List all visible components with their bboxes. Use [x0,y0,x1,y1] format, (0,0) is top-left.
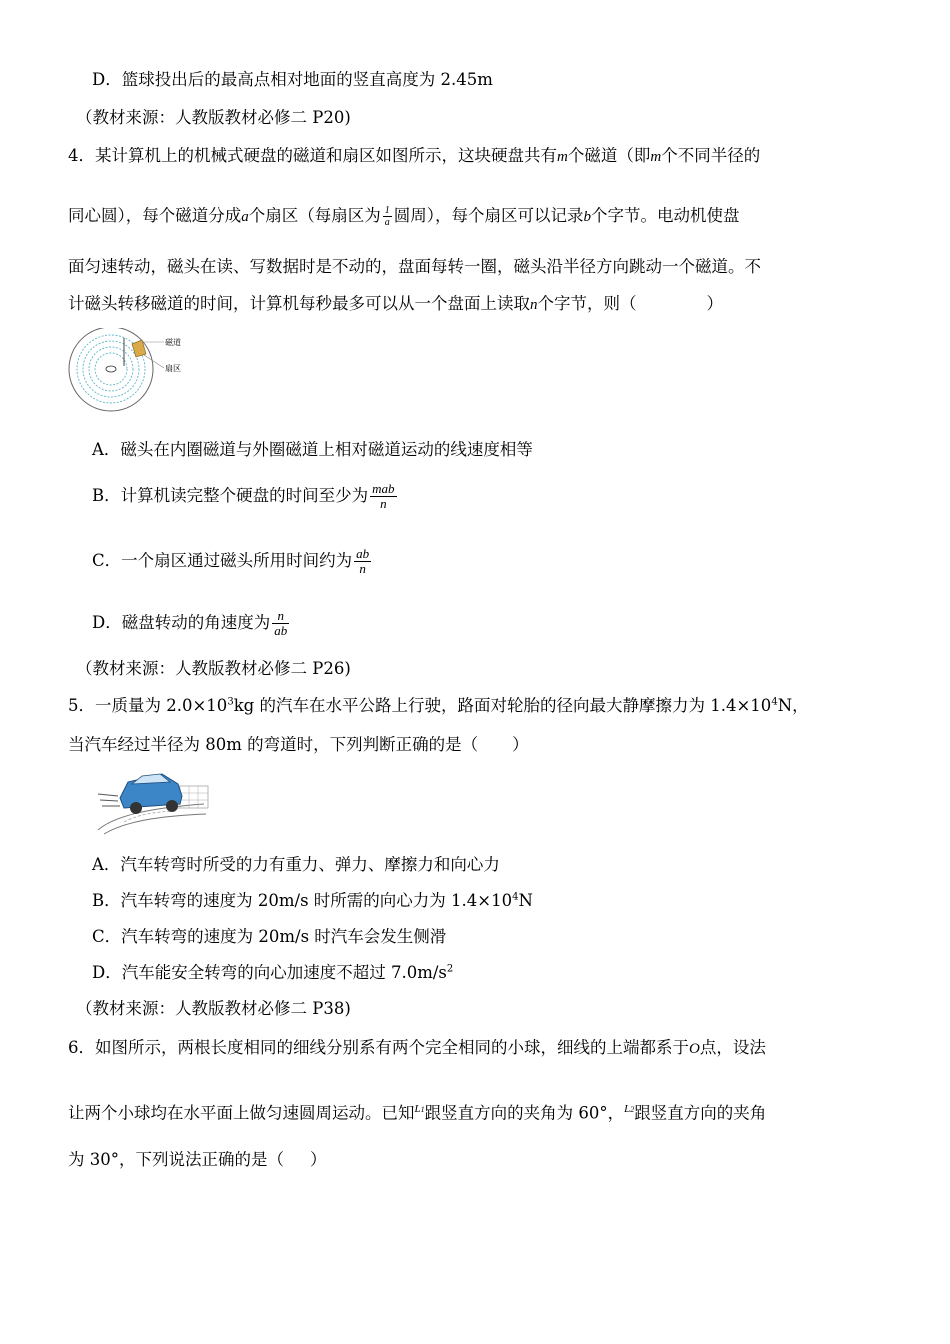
q4-option-c: C．一个扇区通过磁头所用时间约为 $\frac{ab}{n}$ [92,546,370,576]
q4-line-1: 4．某计算机上的机械式硬盘的磁道和扇区如图所示，这块硬盘共有m个磁道（即m个不同半径的 [68,146,761,165]
q4-line-3: 面匀速转动，磁头在读、写数据时是不动的，盘面每转一圈，磁头沿半径方向跳动一个磁道。不 [68,257,761,276]
q3-source: （教材来源：人教版教材必修二 P20) [76,108,351,127]
q5-option-c: C．汽车转弯的速度为 20m/s 时汽车会发生侧滑 [92,927,447,946]
car-turning-figure [94,764,212,836]
sector-label: 扇区 [165,364,181,373]
ab-over-n-fraction: $\frac{ab}{n}$ [356,546,370,576]
q6-line-1: 6．如图所示，两根长度相同的细线分别系有两个完全相同的小球，细线的上端都系于O点，设法 [68,1038,766,1057]
q6-line-2: 让两个小球均在水平面上做匀速圆周运动。已知$^{L1}$跟竖直方向的夹角为 60°，$^{L2}$跟竖直方向的夹角 [68,1103,767,1123]
q3-option-d: D．篮球投出后的最高点相对地面的竖直高度为 2.45m [92,70,493,89]
q5-source: （教材来源：人教版教材必修二 P38) [76,999,351,1018]
motion-line [98,794,118,796]
q4-option-b: B．计算机读完整个硬盘的时间至少为 $\frac{\text{mab}}{n}$ [92,481,395,511]
road-curve [104,814,206,834]
q5-line-1: 5．一质量为 $2.0\times 10^3kg$ 的汽车在水平公路上行驶，路面对轮胎的径向最大静摩擦力为 $1.4\times 10^4N$， [68,696,809,715]
sector-pointer [144,355,164,368]
q4-source: （教材来源：人教版教材必修二 P26) [76,659,351,678]
q6-line-3: 为 30°，下列说法正确的是（ ） [68,1150,327,1169]
q4-option-a: A．磁头在内圈磁道与外圈磁道上相对磁道运动的线速度相等 [92,440,533,459]
hard-disk-figure [66,328,206,414]
car-wheel [166,800,178,812]
l1-symbol: L1 [414,1103,425,1115]
spindle [106,366,116,372]
q5-option-a: A．汽车转弯时所受的力有重力、弹力、摩擦力和向心力 [92,855,500,874]
q4-option-d: D．磁盘转动的角速度为 $\frac{n}{ab}$ [92,608,288,638]
q5-option-d: D．汽车能安全转弯的向心加速度不超过 $7.0m/s^2$ [92,963,454,982]
track-label: 磁道 [165,338,181,347]
q4-line-4: 计磁头转移磁道的时间，计算机每秒最多可以从一个盘面上读取n个字节，则（ ） [68,294,723,313]
tire-track [124,811,174,822]
motion-line [100,800,118,801]
q4-line-2: 同心圆），每个磁道分成a个扇区（每扇区为 $\frac{1}{a}$ 圆周），每个扇区可以记录b个字节。电动机使盘 [68,205,740,228]
car-wheel [130,802,142,814]
q5-option-b: B．汽车转弯的速度为 20m/s 时所需的向心力为 $1.4\times 10^4N$ [92,891,533,910]
one-over-a-fraction: $\frac{1}{a}$ [384,205,390,228]
q5-line-2: 当汽车经过半径为 80m 的弯道时，下列判断正确的是（ ） [68,735,529,754]
n-over-ab-fraction: $\frac{n}{ab}$ [274,608,288,638]
l2-symbol: L2 [624,1103,635,1115]
mab-over-n-fraction: $\frac{\text{mab}}{n}$ [372,481,395,511]
